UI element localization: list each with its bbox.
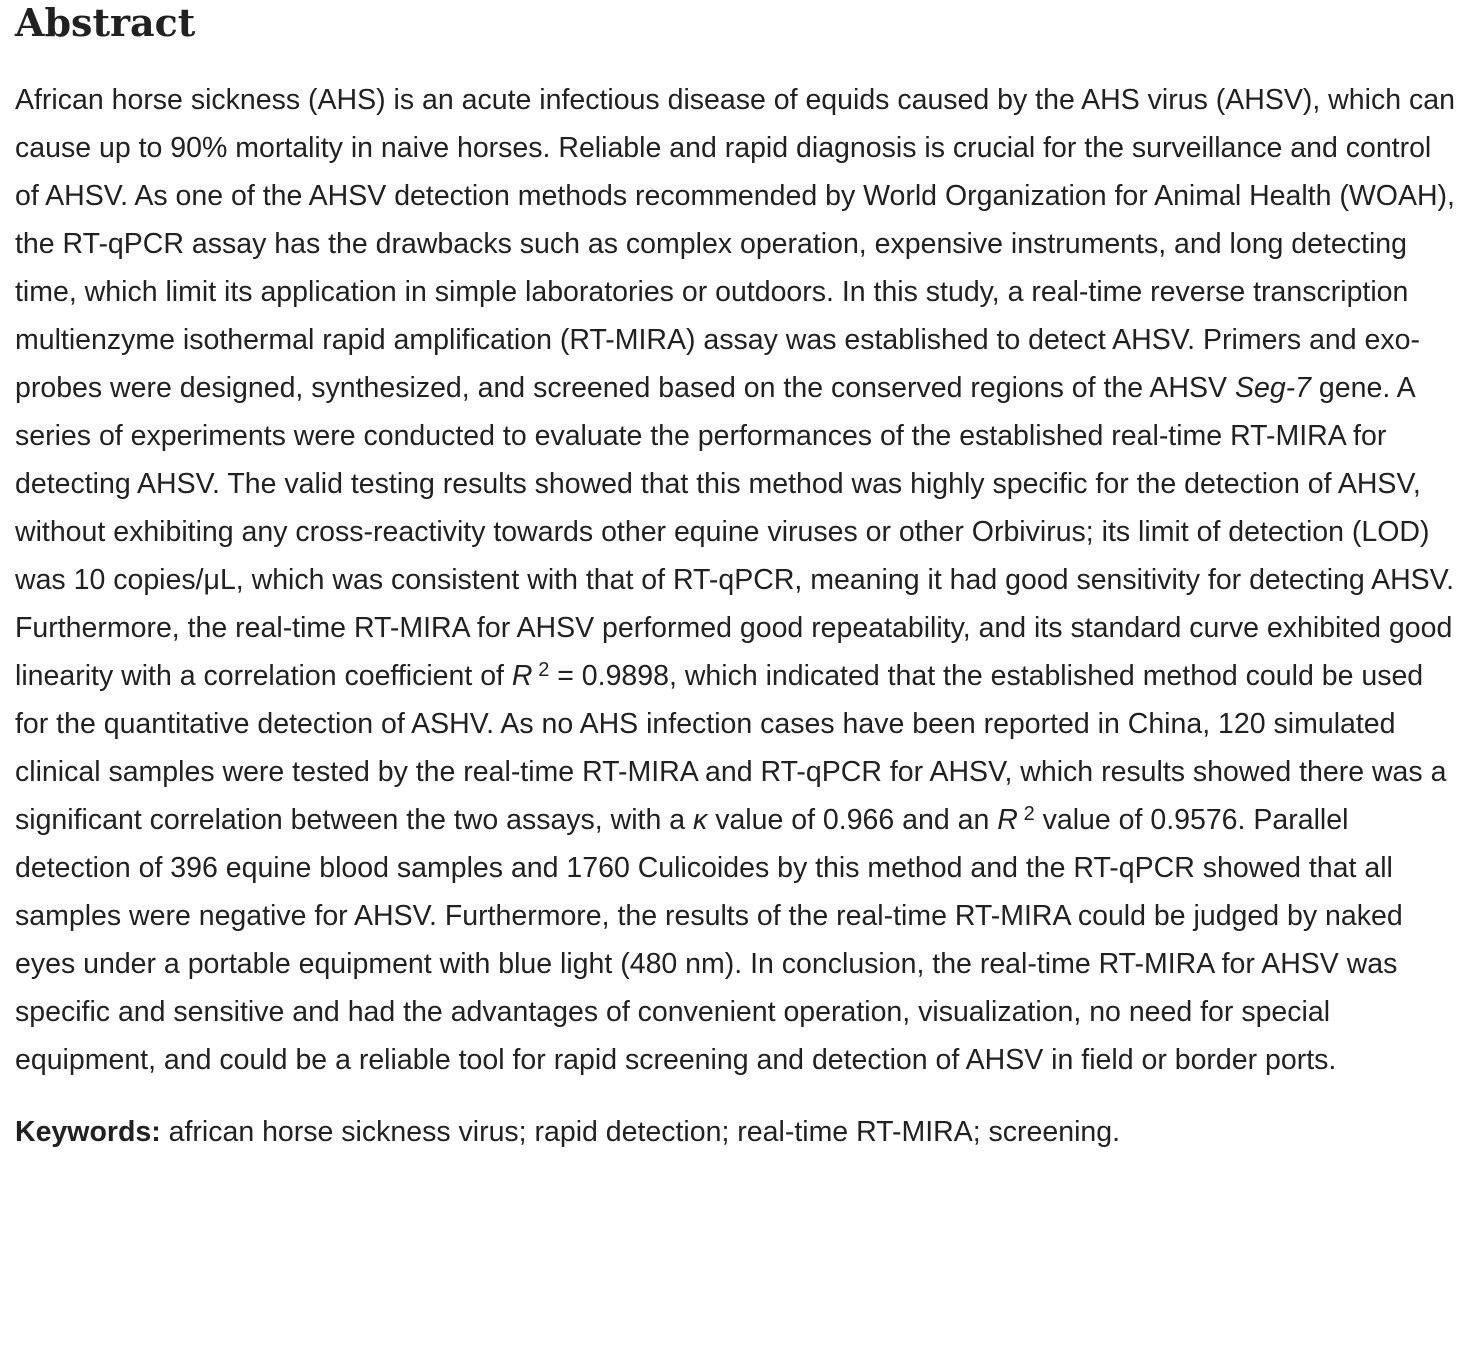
abstract-text-part-1: African horse sickness (AHS) is an acute infectious disease of equids caused by the AHS virus (AHSV), which can cause up to 90% mortality in naive horses. Reliable and rapid diagnosis is crucial for the surveillance and control of AHSV. As one of the AHSV detection methods recommended by World Organization for Animal Health (WOAH), the RT-qPCR assay has the drawbacks such as complex operation, expensive instruments, and long detecting time, which limit its application in simple laboratories or outdoors. In this study, a real-time reverse transcription multienzyme isothermal rapid amplification (RT-MIRA) assay was established to detect AHSV. Primers and exo-probes were designed, synthesized, and screened based on the conserved regions of the AHSV	[15, 84, 1455, 404]
keywords-label: Keywords:	[15, 1116, 161, 1148]
r-squared-symbol-2: R	[997, 804, 1018, 836]
keywords-text: african horse sickness virus; rapid detection; real-time RT-MIRA; screening.	[160, 1116, 1121, 1148]
abstract-text-part-2: gene. A series of experiments were conducted to evaluate the performances of the established real-time RT-MIRA for detecting AHSV. The valid testing results showed that this method was highly specific for the detection of AHSV, without exhibiting any cross-reactivity towards other equine viruses or other Orbivirus; its limit of detection (LOD) was 10 copies/μL, which was consistent with that of RT-qPCR, meaning it had good sensitivity for detecting AHSV. Furthermore, the real-time RT-MIRA for AHSV performed good repeatability, and its standard curve exhibited good linearity with a correlation coefficient of	[15, 372, 1454, 692]
superscript-2-second: 2	[1023, 803, 1035, 825]
abstract-section	[15, 0, 1455, 1156]
keywords	[15, 1108, 1455, 1156]
kappa-symbol: κ	[693, 804, 708, 836]
abstract-text-part-3: = 0.9898, which indicated that the established method could be used for the quantitative detection of ASHV. As no AHS infection cases have been reported in China, 120 simulated clinical samples were tested by the real-time RT-MIRA and RT-qPCR for AHSV, which results showed there was a significant correlation between the two assays, with a	[15, 660, 1447, 836]
gene-name: Seg-7	[1234, 372, 1312, 404]
superscript-2: 2	[538, 659, 550, 681]
abstract-text	[15, 76, 1455, 1084]
abstract-heading: Abstract	[15, 0, 196, 45]
r-squared-symbol: R	[511, 660, 533, 692]
abstract-text-part-4: value of 0.966 and an	[707, 804, 998, 836]
abstract-text-part-5: value of 0.9576. Parallel detection of 396 equine blood samples and 1760 Culicoides by this method and the RT-qPCR showed that all samples were negative for AHSV. Furthermore, the results of the real-time RT-MIRA could be judged by naked eyes under a portable equipment with blue light (480 nm). In conclusion, the real-time RT-MIRA for AHSV was specific and sensitive and had the advantages of convenient operation, visualization, no need for special equipment, and could be a reliable tool for rapid screening and detection of AHSV in field or border ports.	[15, 804, 1403, 1076]
